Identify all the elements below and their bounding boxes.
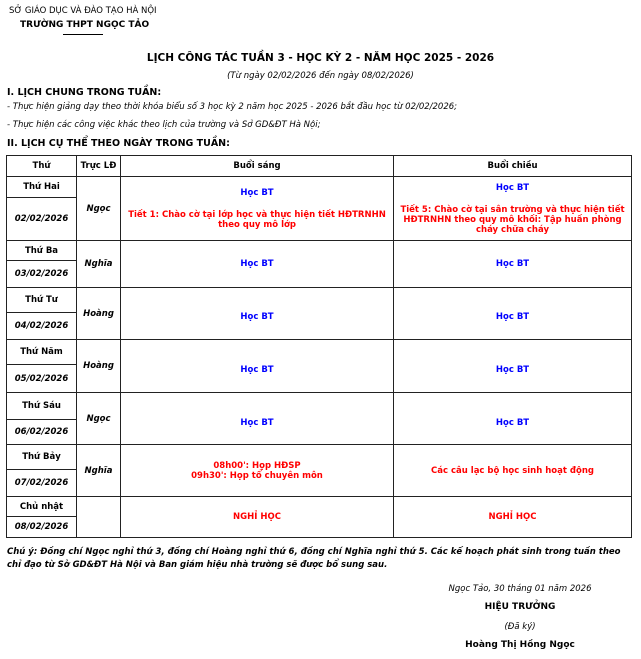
morning-study: Học BT xyxy=(240,417,274,428)
day-date: 05/02/2026 xyxy=(7,365,77,393)
signature-place-date: Ngọc Tảo, 30 tháng 01 năm 2026 xyxy=(448,584,592,594)
afternoon-study: Học BT xyxy=(495,364,530,375)
afternoon-event: Tiết 5: Chào cờ tại sân trường và thực hiện tiết HĐTRNHN theo quy mô khối: Tập huấn phòng cháy chữa cháy xyxy=(400,204,625,235)
day-name: Thứ Tư xyxy=(7,288,77,313)
day-date: 07/02/2026 xyxy=(7,470,77,497)
header-morning: Buổi sáng xyxy=(121,156,394,177)
table-row xyxy=(7,288,632,313)
section-general-heading: I. LỊCH CHUNG TRONG TUẦN: xyxy=(7,87,162,98)
morning-cell xyxy=(121,497,394,538)
duty-officer xyxy=(77,497,121,538)
department-name: SỞ GIÁO DỤC VÀ ĐÀO TẠO HÀ NỘI xyxy=(9,6,157,16)
table-row xyxy=(7,241,632,261)
morning-event: 09h30': Họp tổ chuyên môn xyxy=(191,470,323,481)
morning-cell xyxy=(121,241,394,288)
day-name: Thứ Bảy xyxy=(7,445,77,470)
table-header-row xyxy=(7,156,632,177)
date-range: (Từ ngày 02/02/2026 đến ngày 08/02/2026) xyxy=(227,71,414,81)
duty-officer: Ngọc xyxy=(77,177,121,241)
duty-officer: Nghĩa xyxy=(77,445,121,497)
header-afternoon: Buổi chiều xyxy=(394,156,632,177)
table-row xyxy=(7,340,632,365)
morning-event: 08h00': Họp HĐSP xyxy=(213,460,301,471)
afternoon-study: Học BT xyxy=(495,417,530,428)
afternoon-cell xyxy=(394,288,632,340)
duty-officer: Hoàng xyxy=(77,340,121,393)
duty-officer: Hoàng xyxy=(77,288,121,340)
school-name: TRƯỜNG THPT NGỌC TẢO xyxy=(20,20,150,30)
morning-event: Tiết 1: Chào cờ tại lớp học và thực hiện tiết HĐTRNHN theo quy mô lớp xyxy=(128,209,386,230)
afternoon-study: Học BT xyxy=(495,259,530,269)
afternoon-cell xyxy=(394,177,632,241)
section-daily-heading: II. LỊCH CỤ THỂ THEO NGÀY TRONG TUẦN: xyxy=(7,138,230,149)
afternoon-study: Học BT xyxy=(495,312,530,322)
header-duty: Trực LĐ xyxy=(77,156,121,177)
afternoon-cell xyxy=(394,497,632,538)
afternoon-cell xyxy=(394,340,632,393)
signer-name: Hoàng Thị Hồng Ngọc xyxy=(465,640,575,650)
morning-event: NGHỈ HỌC xyxy=(233,512,281,522)
day-name: Thứ Sáu xyxy=(7,393,77,420)
morning-study: Học BT xyxy=(240,259,274,269)
day-name: Thứ Ba xyxy=(7,241,77,261)
afternoon-cell xyxy=(394,393,632,445)
day-date: 02/02/2026 xyxy=(7,198,77,241)
table-row xyxy=(7,445,632,470)
note-paragraph: Chú ý: Đồng chí Ngọc nghỉ thứ 3, đồng chí Hoàng nghỉ thứ 6, đồng chí Nghĩa nghỉ thứ 5. Các kế hoạch phát sinh trong tuần theo chỉ đạo từ Sở GD&ĐT Hà Nội và Ban giám hiệu nhà trường sẽ được bổ sung sau. xyxy=(7,547,621,570)
table-row xyxy=(7,177,632,198)
morning-cell xyxy=(121,288,394,340)
table-row xyxy=(7,393,632,420)
afternoon-event: NGHỈ HỌC xyxy=(488,512,537,522)
day-name: Thứ Hai xyxy=(7,177,77,198)
afternoon-cell xyxy=(394,241,632,288)
document-title: LỊCH CÔNG TÁC TUẦN 3 - HỌC KỲ 2 - NĂM HỌC 2025 - 2026 xyxy=(146,52,495,64)
table-row xyxy=(7,497,632,517)
afternoon-event: Các câu lạc bộ học sinh hoạt động xyxy=(431,465,594,476)
day-date: 03/02/2026 xyxy=(7,261,77,288)
general-item: - Thực hiện các công việc khác theo lịch của trường và Sở GD&ĐT Hà Nội; xyxy=(7,120,321,130)
general-item: - Thực hiện giảng dạy theo thời khóa biểu số 3 học kỳ 2 năm học 2025 - 2026 bắt đầu học từ 02/02/2026; xyxy=(7,102,458,112)
schedule-table xyxy=(6,155,632,538)
header-day: Thứ xyxy=(7,156,77,177)
morning-cell xyxy=(121,340,394,393)
morning-cell xyxy=(121,177,394,241)
day-name: Chủ nhật xyxy=(7,497,77,517)
school-underline-divider xyxy=(63,34,103,35)
morning-cell xyxy=(121,393,394,445)
afternoon-cell xyxy=(394,445,632,497)
morning-cell xyxy=(121,445,394,497)
duty-officer: Ngọc xyxy=(77,393,121,445)
day-date: 06/02/2026 xyxy=(7,420,77,445)
day-name: Thứ Năm xyxy=(7,340,77,365)
morning-study: Học BT xyxy=(240,187,274,198)
day-date: 08/02/2026 xyxy=(7,517,77,538)
morning-study: Học BT xyxy=(240,364,274,375)
signature-title: HIỆU TRƯỞNG xyxy=(484,602,556,612)
signature-status: (Đã ký) xyxy=(504,622,536,632)
duty-officer: Nghĩa xyxy=(77,241,121,288)
morning-study: Học BT xyxy=(240,312,274,322)
day-date: 04/02/2026 xyxy=(7,313,77,340)
afternoon-study: Học BT xyxy=(495,182,530,193)
